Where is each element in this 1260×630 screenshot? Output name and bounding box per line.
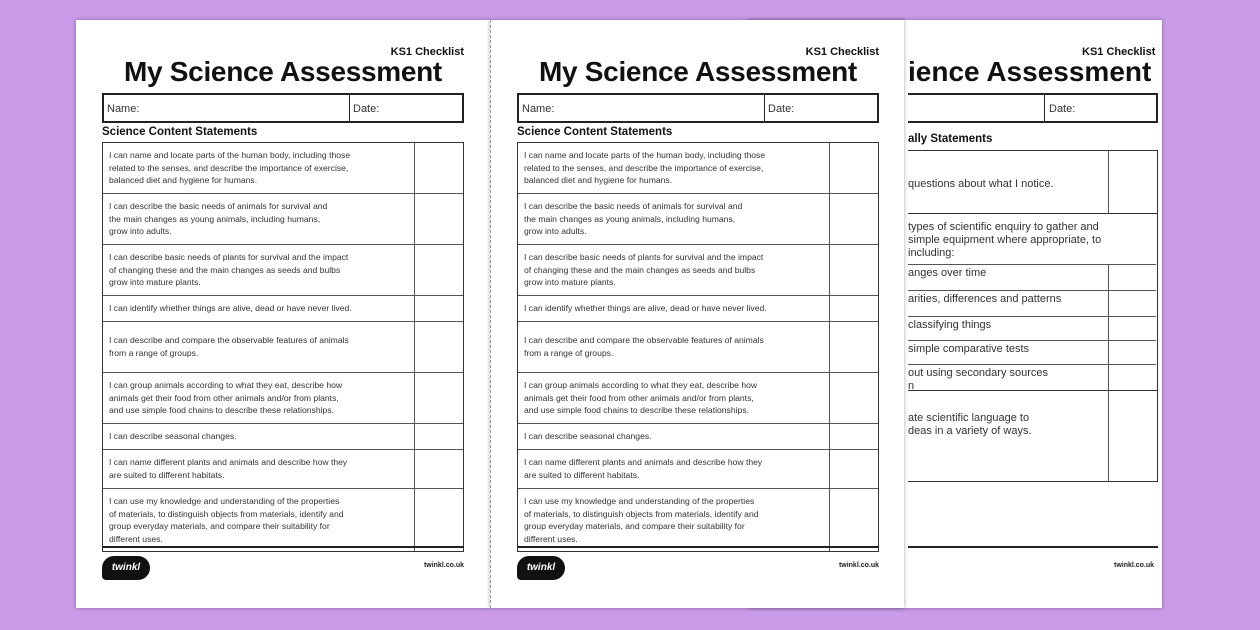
table-row: [518, 245, 878, 296]
sub-item: [908, 290, 1156, 317]
sub-item-text: anges over time: [908, 267, 987, 279]
statement-text: I can describe the basic needs of animals for survival and the main changes as young animals, including humans, grow into adults.: [103, 194, 415, 244]
statement-text: I can identify whether things are alive, dead or have never lived.: [518, 296, 830, 321]
worksheet-left: [76, 20, 490, 608]
statement-text: I can name different plants and animals and describe how they are suited to different habitats.: [518, 450, 830, 488]
statement-text: I can describe the basic needs of animals for survival and the main changes as young animals, including humans, grow into adults.: [518, 194, 830, 244]
sub-item-text: arities, differences and patterns: [908, 293, 1062, 305]
sub-item: [908, 264, 1156, 291]
tick-box: [415, 489, 463, 551]
statement-text: I can describe and compare the observable features of animals from a range of groups.: [103, 322, 415, 372]
row-text: ate scientific language to deas in a variety of ways.: [908, 412, 1032, 437]
statement-text: I can describe seasonal changes.: [103, 424, 415, 449]
tick-box: [415, 450, 463, 488]
sub-item: [908, 316, 1156, 341]
date-field: Date:: [768, 103, 795, 115]
tick-box: [830, 489, 878, 551]
table-row: [518, 450, 878, 489]
tick-box: [830, 296, 878, 321]
tick-column-divider: [1108, 151, 1109, 213]
website: twinkl.co.uk: [838, 562, 879, 569]
twinkl-logo: twinkl: [102, 556, 150, 580]
working-row-enquiry: [908, 213, 1158, 391]
sub-item-text: out using secondary sources n: [908, 367, 1049, 392]
footer-line: [102, 546, 464, 548]
statements-table: [102, 142, 464, 552]
statement-text: I can group animals according to what they eat, describe how animals get their food from other animals and/or from plants, and use simple food chains to describe these relationships.: [103, 373, 415, 423]
page-title: My Science Assessment: [124, 56, 442, 87]
twinkl-logo: twinkl: [517, 556, 565, 580]
table-row: [103, 322, 463, 373]
tick-box: [830, 450, 878, 488]
section-title: ally Statements: [908, 133, 993, 145]
sub-item: [908, 340, 1156, 365]
statement-text: I can describe basic needs of plants for survival and the impact of changing these and the main changes as seeds and bulbs grow into mature plants.: [518, 245, 830, 295]
tick-box: [415, 373, 463, 423]
date-field: Date:: [353, 103, 380, 115]
table-row: [518, 424, 878, 450]
tick-box: [415, 245, 463, 295]
ks1-label: KS1 Checklist: [390, 46, 464, 58]
website: twinkl.co.uk: [1114, 562, 1155, 569]
statement-text: I can use my knowledge and understanding of the properties of materials, to distinguish objects from materials, identify and group everyday materials, and compare their suitability for different uses.: [103, 489, 415, 551]
tick-box: [830, 424, 878, 449]
tick-box: [830, 194, 878, 244]
statement-text: I can name and locate parts of the human body, including those related to the senses, and describe the importance of exercise, balanced diet and hygiene for humans.: [103, 143, 415, 193]
worksheet-middle: [490, 20, 904, 608]
tick-box: [415, 296, 463, 321]
table-row: [518, 296, 878, 322]
table-row: [103, 373, 463, 424]
tick-column-divider: [1108, 317, 1109, 341]
table-row: [518, 373, 878, 424]
tick-column-divider: [1108, 291, 1109, 317]
statement-text: I can describe and compare the observable features of animals from a range of groups.: [518, 322, 830, 372]
section-title: Science Content Statements: [102, 126, 258, 138]
statement-text: I can describe basic needs of plants for survival and the impact of changing these and the main changes as seeds and bulbs grow into mature plants.: [103, 245, 415, 295]
tick-column-divider: [1108, 265, 1109, 291]
tick-box: [830, 373, 878, 423]
ks1-label: KS1 Checklist: [805, 46, 879, 58]
statement-text: I can group animals according to what they eat, describe how animals get their food from other animals and/or from plants, and use simple food chains to describe these relationships.: [518, 373, 830, 423]
table-row: [103, 194, 463, 245]
tick-column-divider: [1108, 365, 1109, 391]
website: twinkl.co.uk: [423, 562, 464, 569]
tick-box: [830, 322, 878, 372]
name-field: Name:: [519, 95, 765, 121]
table-row: [103, 296, 463, 322]
sub-item-text: simple comparative tests: [908, 343, 1030, 355]
statement-text: I can name and locate parts of the human body, including those related to the senses, and describe the importance of exercise, balanced diet and hygiene for humans.: [518, 143, 830, 193]
row-text: questions about what I notice.: [908, 178, 1054, 190]
name-date-box: [102, 93, 464, 123]
name-date-box: [517, 93, 879, 123]
row-text: types of scientific enquiry to gather and simple equipment where appropriate, to including:: [908, 221, 1102, 259]
tick-box: [415, 143, 463, 193]
statement-text: I can name different plants and animals and describe how they are suited to different habitats.: [103, 450, 415, 488]
table-row: [518, 143, 878, 194]
table-row: [103, 489, 463, 551]
tick-box: [415, 424, 463, 449]
name-field: Name:: [104, 95, 350, 121]
section-title: Science Content Statements: [517, 126, 673, 138]
date-box: [908, 93, 1158, 123]
working-row-questions: [908, 150, 1158, 214]
date-label: Date:: [1044, 95, 1075, 121]
footer-line: [908, 546, 1158, 548]
statement-text: I can identify whether things are alive, dead or have never lived.: [103, 296, 415, 321]
table-row: [518, 194, 878, 245]
table-row: [103, 450, 463, 489]
tick-box: [415, 194, 463, 244]
table-row: [518, 489, 878, 551]
table-row: [518, 322, 878, 373]
table-row: [103, 245, 463, 296]
table-row: [103, 143, 463, 194]
ks1-label: KS1 Checklist: [1082, 46, 1156, 58]
statement-text: I can use my knowledge and understanding of the properties of materials, to distinguish objects from materials, identify and group everyday materials, and compare their suitability for different uses.: [518, 489, 830, 551]
tick-column-divider: [1108, 390, 1109, 481]
tick-box: [830, 245, 878, 295]
tick-column-divider: [1108, 341, 1109, 365]
statements-table: [517, 142, 879, 552]
page-title: My Science Assessment: [539, 56, 857, 87]
tick-box: [415, 322, 463, 372]
working-row-language: [908, 390, 1158, 482]
footer-line: [517, 546, 879, 548]
statement-text: I can describe seasonal changes.: [518, 424, 830, 449]
sub-item: [908, 364, 1156, 391]
table-row: [103, 424, 463, 450]
sub-item-text: classifying things: [908, 319, 992, 331]
page-title: ience Assessment: [908, 56, 1152, 87]
tick-box: [830, 143, 878, 193]
